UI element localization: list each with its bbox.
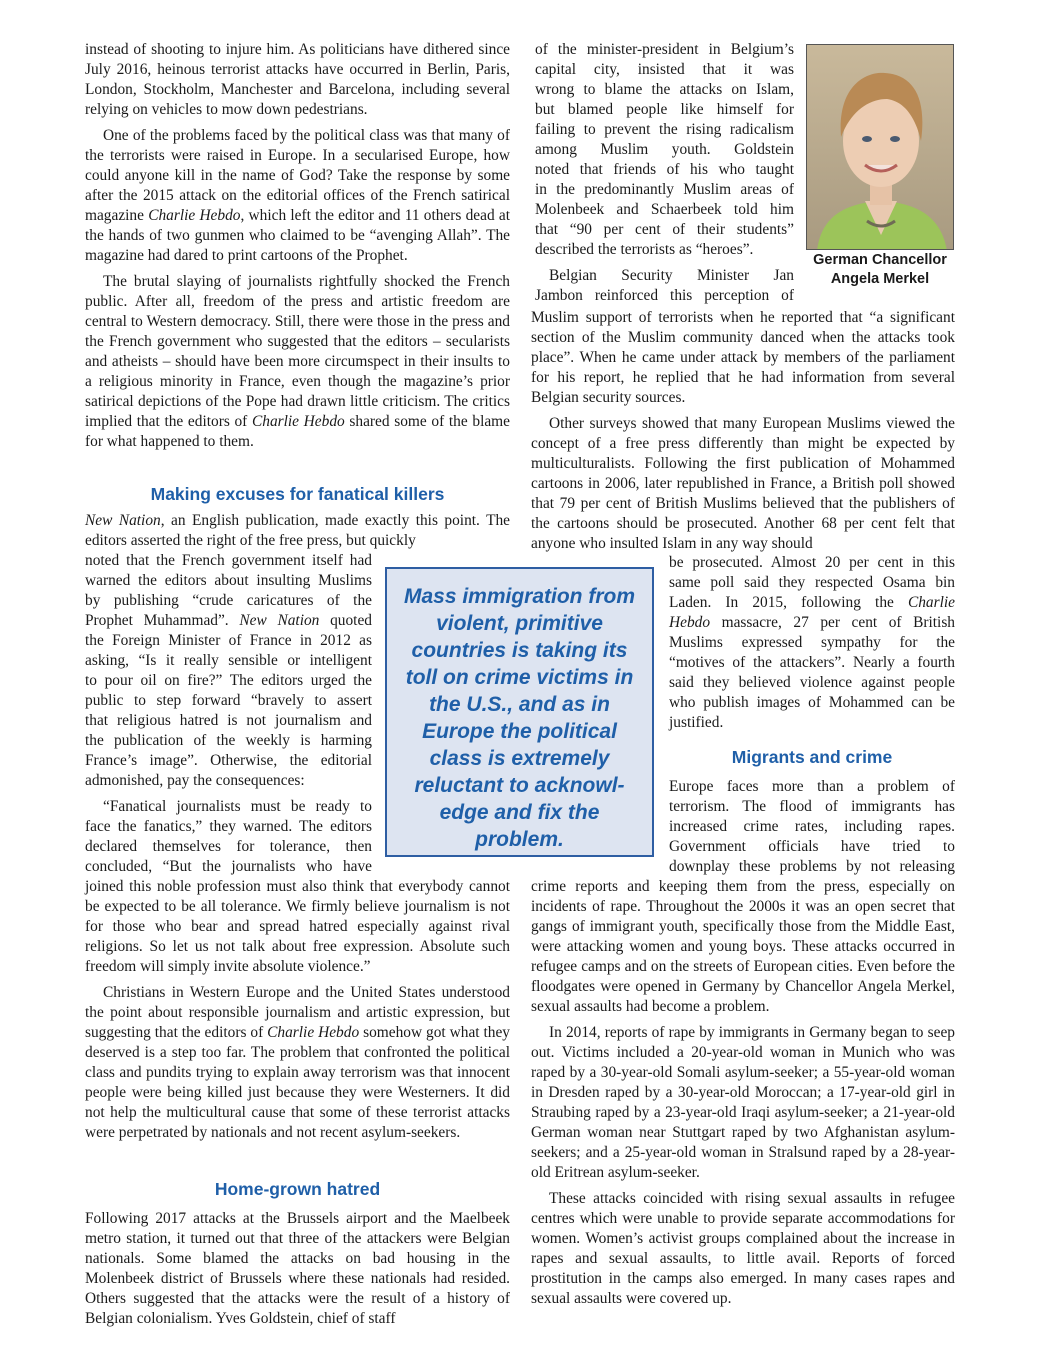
text-line: concluded, “But the journalists who have (85, 858, 372, 875)
paragraph (85, 126, 510, 266)
text-line: who publish images of Mohammed can be (669, 694, 955, 711)
text-run: massacre, 27 per cent of British (721, 614, 955, 631)
text-line: asking, “Is it really sensible or intelligent (85, 652, 372, 669)
text-line: noted that the French government itself had (85, 552, 372, 569)
paragraph: In 2014, reports of rape by immigrants in Germany began to seep out. Victims included a 20-year-old woman in Munich who was raped by a 30-year-old Somali asylum-seeker; a 55-year-old woman in Dresden raped by a 30-year-old Moroccan; a 17-year-old girl in Straubing raped by a 23-year-old Iraqi asylum-seeker; a 21-year-old German woman near Stuttgart raped by two Afghanistan asylum-seekers; and a 25-year-old woman in Stralsund raped by a 28-year-old Eritrean asylum-seeker. (531, 1024, 955, 1181)
left-column-top (85, 40, 510, 458)
text-line: Europe faces more than a problem of (669, 778, 955, 795)
text-run: , which left the editor and 11 others dead at the hands of two gunmen who claimed to be “avenging Allah”. The magazine had dared to print cartoons of the Prophet. (85, 207, 510, 264)
text-line: Belgian Security Minister Jan (549, 267, 794, 284)
text-line: said they believed violence against people (669, 674, 955, 691)
text-line: increased crime rates, including rapes. (669, 818, 955, 835)
paragraph (85, 983, 510, 1143)
text-run: The brutal slaying of journalists rightfully shocked the French public. After all, freedom of the press and artistic freedom are central to Western democracy. Still, there were those in the press and the French government who suggested that the editors – secularists and atheists – should have been more circumspect in their insults to a religious minority in France, even though the magazine’s prior satirical depictions of the Pope had drawn little criticism. The critics implied that the editors of (85, 273, 510, 430)
publication-name: New Nation (85, 512, 161, 529)
text-line: Muslims expressed sympathy for the (669, 634, 955, 651)
magazine-title: Charlie (907, 594, 955, 611)
text-line: “motives of the attackers”. Nearly a fourth (669, 654, 955, 671)
magazine-title: Charlie Hebdo (148, 207, 241, 224)
paragraph: joined this noble profession must also think that everybody cannot be expected to be all tolerance. We firmly believe journalism is not for those who bear and spread hatred especially against rival religions. So let us not talk about free expression. Absolute such freedom will simply invite absolute violence.” (85, 878, 510, 975)
text-line: public to step forward “bravely to assert (85, 692, 372, 709)
text-line (669, 593, 955, 613)
text-line: capital city, insisted that it was (535, 61, 794, 78)
section-heading: Migrants and crime (731, 747, 893, 767)
portrait-image (807, 45, 954, 250)
text-line: declared themselves for tolerance, then (85, 838, 372, 855)
text-run: Christians in Western Europe and the United States understood the point about responsible journalism and artistic expression, but suggesting that the editors of (85, 984, 510, 1041)
text-line: among Muslim youth. Goldstein (535, 141, 794, 158)
merkel-photo (806, 44, 954, 250)
text-line: admonished, pay the consequences: (85, 772, 305, 789)
paragraph: Other surveys showed that many European Muslims viewed the concept of a free press differently than might be expected by multiculturalists. Following the first publication of Mohammed cartoons in 2006, later republished in France, a British poll showed that 79 per cent of British Muslims believed that the publishers of the cartoons should be prosecuted. Another 68 per cent felt that anyone who insulted Islam in any way should (531, 415, 955, 552)
text-line: by publishing “crude caricatures of the (85, 592, 372, 609)
left-column-bottom (85, 877, 510, 1149)
paragraph: instead of shooting to injure him. As politicians have dithered since July 2016, heinous terrorist attacks have occurred in Berlin, Paris, London, Stockholm, Manchester and Barcelona, including several relying on vehicles to mow down pedestrians. (85, 41, 510, 118)
text-line: France’s image”. Otherwise, the editorial (85, 752, 372, 769)
text-run: Laden. In 2015, following the (669, 594, 894, 611)
text-line: that “90 per cent of their students” (535, 221, 794, 238)
text-run: shared some of the blame for what happened to them. (85, 413, 510, 450)
left-narrow-block (85, 551, 372, 877)
text-line: failing to prevent the rising radicalism (535, 121, 794, 138)
magazine-title: Hebdo (669, 614, 711, 631)
text-run: somehow got what they deserved is a step too far. The problem that confronted the political class and pundits trying to explain away terrorism was that innocent people were being killed just because they were Westerners. It did not help the multicultural cause that some of these terrorist attacks were perpetrated by nationals and not recent asylum-seekers. (85, 1024, 510, 1141)
text-line: noted that friends of his who taught (535, 161, 794, 178)
right-column-mid (531, 308, 955, 560)
photo-caption (800, 251, 960, 289)
paragraph: These attacks coincided with rising sexual assaults in refugee centres which were unable to provide separate accommodations for women. Women’s activist groups complained about the increase in rapes and sexual assaults, to little avail. Reports of forced prostitution in the camps also emerged. In many cases rapes and sexual assaults were covered up. (531, 1190, 955, 1307)
text-line: wrong to blame the attacks on Islam, (535, 81, 794, 98)
text-line: in the predominantly Muslim areas of (535, 181, 794, 198)
text-line: described the terrorists as “heroes”. (535, 241, 754, 258)
caption-line: German Chancellor (813, 252, 947, 268)
text-line: to pour oil on fire?” The editors urged the (85, 672, 372, 689)
text-line: Government officials have tried to (669, 838, 955, 855)
paragraph (85, 511, 510, 551)
text-line: the publication of the weekly is harming (85, 732, 372, 749)
text-line: be prosecuted. Almost 20 per cent in this (669, 554, 955, 571)
text-run: Prophet Muhammad”. (85, 612, 229, 629)
paragraph (85, 272, 510, 452)
caption-line: Angela Merkel (830, 271, 930, 287)
section-heading: Home-grown hatred (214, 1179, 381, 1199)
text-line: terrorism. The flood of immigrants has (669, 798, 955, 815)
text-line (669, 613, 955, 633)
text-line: same poll said they respected Osama bin (669, 574, 955, 591)
paragraph: crime reports and keeping them from the press, especially on incidents of rape. Throughout the 2000s it was an open secret that gangs of immigrant youth, specifically those from the Middle East, were attacking women and young boys. These attacks occurred in refugee camps and on the streets of European cities. Even before the floodgates were opened in Germany by Chancellor Angela Merkel, sexual assaults had become a problem. (531, 878, 955, 1015)
text-line (85, 611, 372, 631)
right-narrow-low (669, 777, 955, 877)
text-line: downplay these problems by not releasing (669, 858, 955, 875)
magazine-title: Charlie Hebdo (267, 1024, 360, 1041)
text-line: “Fanatical journalists must be ready to (103, 798, 372, 815)
text-run: One of the problems faced by the political class was that many of the terrorists were raised in Europe. In a secularised Europe, how could anyone kill in the name of God? Take the response by some after the 2015 attack on the editorial offices of the French satirical magazine (85, 127, 510, 224)
text-line: Molenbeek and Schaerbeek told him (535, 201, 794, 218)
text-line: justified. (669, 714, 724, 731)
publication-name: New Nation (239, 612, 320, 629)
paragraph: Following 2017 attacks at the Brussels airport and the Maelbeek metro station, it turned out that three of the attackers were Belgian nationals. Some blamed the attacks on bad housing in the Molenbeek district of Brussels where these nationals had resided. Others suggested that the attacks were the result of a history of Belgian colonialism. Yves Goldstein, chief of staff (85, 1210, 510, 1327)
paragraph: Muslim support of terrorists when he reported that “a significant section of the Muslim community danced when the attacks took place”. When he came under attack by members of the parliament for his report, he replied that he had information from several Belgian security sources. (531, 309, 955, 406)
pull-quote: Mass immigration from violent, primitive countries is taking its toll on crime victims in the U.S., and as in Europe the political class is extremely reluctant to acknowl-edge and fix the problem. (385, 567, 654, 857)
right-column-bottom (531, 877, 955, 1315)
text-line: but blamed people like himself for (535, 101, 794, 118)
text-line: warned the editors about insulting Muslims (85, 572, 372, 589)
magazine-title: Charlie Hebdo (251, 413, 345, 430)
text-line: the Foreign Minister of France in 2012 as (85, 632, 372, 649)
section-heading: Making excuses for fanatical killers (150, 484, 445, 504)
text-line: that religious hatred is not journalism and (85, 712, 372, 729)
text-run: quoted (319, 612, 372, 629)
text-run: , an English publication, made exactly this point. The editors asserted the right of the free press, but quickly (85, 512, 510, 549)
text-line: of the minister-president in Belgium’s (535, 41, 794, 58)
text-line: Jambon reinforced this perception of (535, 287, 794, 304)
right-narrow-top (535, 40, 794, 306)
text-line: face the fanatics,” they warned. The editors (85, 818, 372, 835)
right-narrow-mid (669, 553, 955, 733)
left-column-last (85, 1209, 510, 1335)
